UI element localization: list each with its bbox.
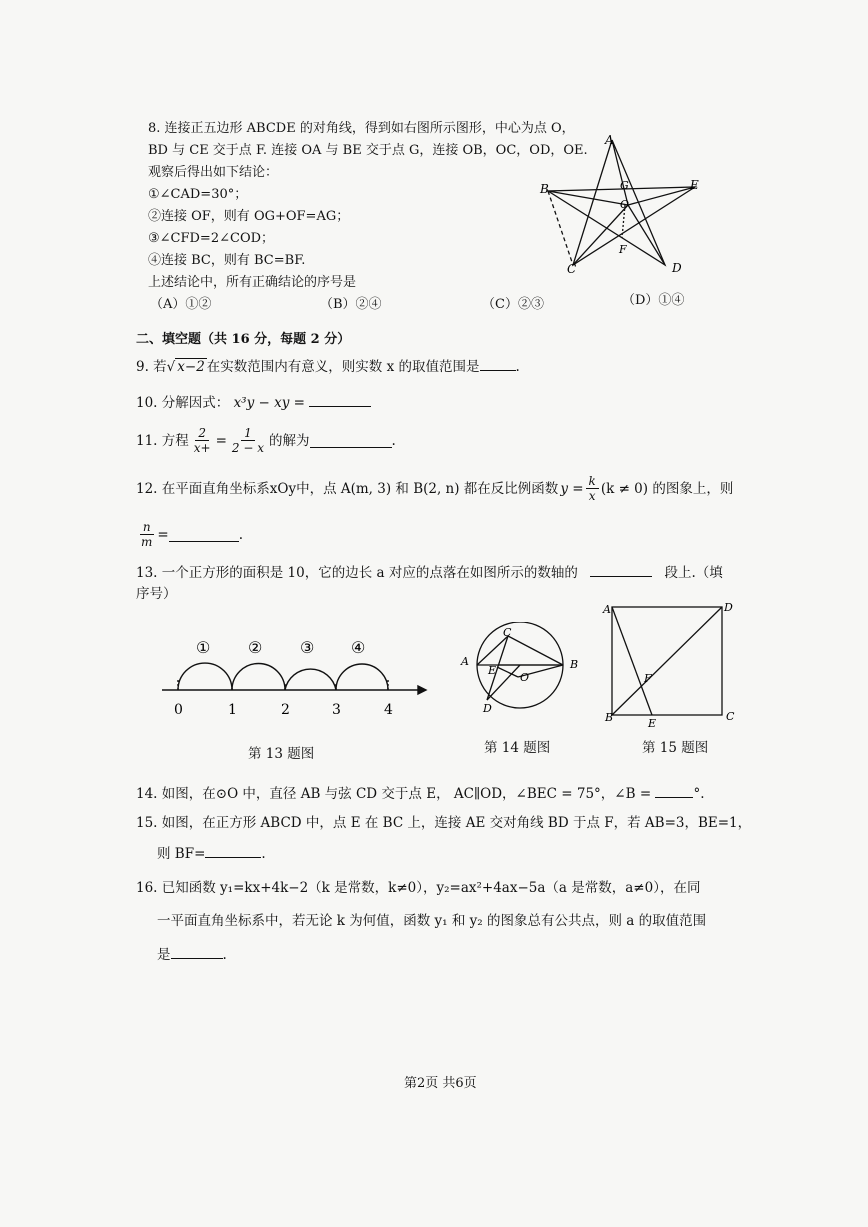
q15-answer-blank[interactable] xyxy=(205,843,261,858)
q15-end: . xyxy=(261,846,266,862)
q11-eq: = xyxy=(215,432,227,449)
fig8-label-c: C xyxy=(567,262,577,276)
segment-label-2: ② xyxy=(248,638,263,657)
q8-conclusion-1: ①∠CAD=30°； xyxy=(148,187,248,202)
fig15-label-f: F xyxy=(644,672,652,685)
q9-radicand: x−2 xyxy=(177,359,205,375)
q12-y-eq: y = xyxy=(560,480,584,497)
q15-text: 则 BF= xyxy=(157,846,206,862)
q16-end: . xyxy=(222,947,227,963)
q8-conclusion-3: ③∠CFD=2∠COD； xyxy=(148,231,275,246)
fig8-label-o: O xyxy=(620,198,630,211)
q11-end: . xyxy=(391,432,396,449)
fig14-caption: 第 14 题图 xyxy=(484,740,551,756)
fig15-label-c: C xyxy=(726,710,735,723)
q11 xyxy=(136,426,396,455)
q11-fraction-2 xyxy=(229,426,267,455)
q12-nm-num: n xyxy=(140,520,154,535)
q8-option-c: （C）②③ xyxy=(482,297,544,312)
q8-option-a: （A）①② xyxy=(150,297,212,312)
q13-line2: 序号） xyxy=(136,586,177,602)
q8-option-d: （D）①④ xyxy=(622,293,685,308)
q11-den-1: x+ xyxy=(193,441,211,455)
tick-label-0: 0 xyxy=(174,702,183,718)
fig14-label-d: D xyxy=(483,702,492,715)
q8-question: 上述结论中，所有正确结论的序号是 xyxy=(148,275,357,290)
fig8-label-d: D xyxy=(672,261,682,275)
q16-line3 xyxy=(157,944,227,965)
tick-label-3: 3 xyxy=(332,702,341,718)
fig8-label-a: A xyxy=(605,133,614,147)
q11-den-2: 2 − x xyxy=(231,441,264,455)
q9-pre: 9. 若 xyxy=(136,359,167,375)
q8-line3: 观察后得出如下结论： xyxy=(148,165,279,180)
q13-text: 13. 一个正方形的面积是 10，它的边长 a 对应的点落在如图所示的数轴的 xyxy=(136,565,578,581)
q14-text: 14. 如图，在⊙O 中，直径 AB 与弦 CD 交于点 E， AC∥OD，∠BEC = 75°，∠B = xyxy=(136,786,652,802)
q12-answer-line xyxy=(136,520,243,549)
q8-option-b: （B）②④ xyxy=(320,297,382,312)
fig14-label-e: E xyxy=(488,664,497,677)
sqrt-icon: √ xyxy=(166,359,176,375)
q13-text-b: 段上.（填 xyxy=(664,565,723,581)
q16-line1: 16. 已知函数 y₁=kx+4k−2（k 是常数，k≠0），y₂=ax²+4ax−5a（a 是常数，a≠0），在同 xyxy=(136,880,701,896)
q15-line1: 15. 如图，在正方形 ABCD 中，点 E 在 BC 上，连接 AE 交对角线 BD 于点 F，若 AB=3，BE=1， xyxy=(136,815,752,831)
fig15-label-a: A xyxy=(603,603,611,616)
fig14-label-b: B xyxy=(570,658,579,671)
q13-answer-blank[interactable] xyxy=(590,562,652,577)
q8-conclusion-2: ②连接 OF，则有 OG+OF=AG； xyxy=(148,209,350,224)
q12-fraction xyxy=(586,474,599,503)
q14-end: °. xyxy=(693,786,705,802)
q13-line1 xyxy=(136,562,723,583)
q8-conclusion-4: ④连接 BC，则有 BC=BF. xyxy=(148,253,306,268)
q12-end: . xyxy=(238,526,243,543)
fig14-label-o: O xyxy=(520,671,530,684)
q12-num: k xyxy=(586,474,599,489)
tick-label-2: 2 xyxy=(281,702,290,718)
q9-answer-blank[interactable] xyxy=(480,356,516,371)
circle-figure xyxy=(455,622,590,722)
q9-post: 在实数范围内有意义，则实数 x 的取值范围是 xyxy=(206,359,480,375)
tick-label-1: 1 xyxy=(228,702,237,718)
segment-label-1: ① xyxy=(196,638,211,657)
square-figure xyxy=(598,600,738,730)
q10-pre: 10. 分解因式： xyxy=(136,395,230,411)
fig8-label-f: F xyxy=(619,243,627,256)
fig14-label-a: A xyxy=(461,655,469,668)
q10-expr: x³y − xy = xyxy=(233,395,305,411)
q16-text: 是 xyxy=(157,947,171,963)
q12-eq: = xyxy=(157,526,169,543)
q10-answer-blank[interactable] xyxy=(309,392,371,407)
segment-label-3: ③ xyxy=(300,638,315,657)
q12-cond: (k ≠ 0) 的图象上，则 xyxy=(600,480,734,497)
q8-line1: 8. 连接正五边形 ABCDE 的对角线，得到如右图所示图形，中心为点 O， xyxy=(148,121,575,136)
q10 xyxy=(136,392,371,413)
fig15-caption: 第 15 题图 xyxy=(642,740,709,756)
segment-label-4: ④ xyxy=(351,638,366,657)
pentagram-figure xyxy=(530,130,720,280)
fig8-label-g: G xyxy=(620,179,629,192)
q11-num-2: 1 xyxy=(241,426,255,441)
q16-line2: 一平面直角坐标系中，若无论 k 为何值，函数 y₁ 和 y₂ 的图象总有公共点，则 a 的取值范围 xyxy=(157,913,707,929)
q11-pre: 11. 方程 xyxy=(136,432,189,449)
page-footer: 第2页 共6页 xyxy=(404,1076,477,1091)
q12-nm-den: m xyxy=(141,535,153,549)
q16-answer-blank[interactable] xyxy=(171,944,223,959)
q12-nm-fraction xyxy=(138,520,155,549)
tick-label-4: 4 xyxy=(384,702,393,718)
q11-post: 的解为 xyxy=(269,432,310,449)
q12-den: x xyxy=(588,489,596,503)
fig15-label-d: D xyxy=(724,601,733,614)
fig15-label-e: E xyxy=(648,717,657,730)
q11-answer-blank[interactable] xyxy=(310,433,392,448)
fig13-caption: 第 13 题图 xyxy=(248,746,315,762)
q11-num-1: 2 xyxy=(195,426,209,441)
q11-fraction-1 xyxy=(191,426,214,455)
fig8-label-b: B xyxy=(540,182,549,196)
q14 xyxy=(136,783,704,804)
q12 xyxy=(136,474,733,503)
q14-answer-blank[interactable] xyxy=(655,783,693,798)
number-line-figure xyxy=(150,628,440,723)
q15-line2 xyxy=(157,843,266,864)
fig8-label-e: E xyxy=(690,178,699,192)
q9 xyxy=(136,356,520,377)
q9-end: . xyxy=(515,359,520,375)
q8-line2: BD 与 CE 交于点 F. 连接 OA 与 BE 交于点 G，连接 OB，OC，OD，OE. xyxy=(148,143,588,158)
fig15-label-b: B xyxy=(605,711,614,724)
fig14-label-c: C xyxy=(503,626,512,639)
section-title: 二、填空题（共 16 分，每题 2 分） xyxy=(136,332,351,347)
q12-line1: 12. 在平面直角坐标系xOy中，点 A(m, 3) 和 B(2, n) 都在反比例函数 xyxy=(136,480,559,497)
q12-answer-blank[interactable] xyxy=(169,527,239,542)
